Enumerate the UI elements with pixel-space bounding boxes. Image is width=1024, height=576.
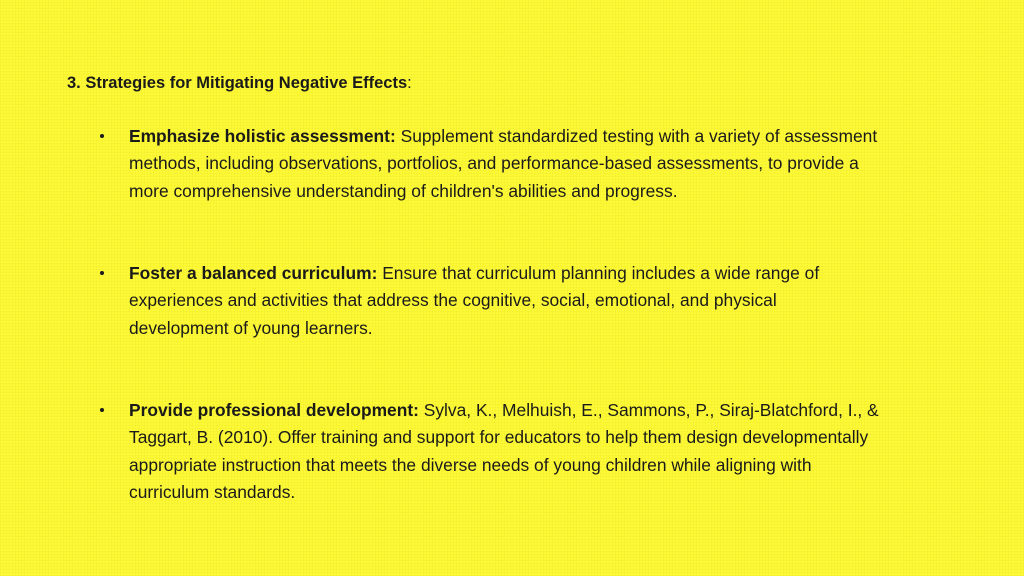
bullet-description: Supplement standardized testing with a variety of assessment methods, including observations, portfolios, and performance-based assessments, to provide a more comprehensive understanding of children's abilities and progress. [129, 126, 878, 201]
bullet-item-holistic-assessment [100, 123, 880, 205]
bullet-dot-icon [100, 134, 104, 138]
bullet-text [129, 123, 880, 205]
bullet-term: Foster a balanced curriculum: [129, 263, 378, 283]
bullet-text [129, 260, 880, 342]
section-heading [67, 72, 412, 94]
section-heading-text: 3. Strategies for Mitigating Negative Effects [67, 74, 408, 92]
bullet-description: Sylva, K., Melhuish, E., Sammons, P., Siraj-Blatchford, I., & Taggart, B. (2010). Offer training and support for educators to help them design developmentally appropriate instruction that meets the diverse needs of young children while aligning with curriculum standards. [129, 400, 879, 503]
bullet-dot-icon [100, 271, 104, 275]
bullet-text [129, 397, 880, 507]
bullet-item-professional-development [100, 397, 880, 507]
bullet-item-balanced-curriculum [100, 260, 880, 342]
bullet-dot-icon [100, 408, 104, 412]
bullet-term: Emphasize holistic assessment: [129, 126, 396, 146]
section-heading-colon: : [407, 74, 412, 92]
bullet-term: Provide professional development: [129, 400, 419, 420]
bullet-description: Ensure that curriculum planning includes a wide range of experiences and activities that address the cognitive, social, emotional, and physical development of young learners. [129, 263, 820, 338]
